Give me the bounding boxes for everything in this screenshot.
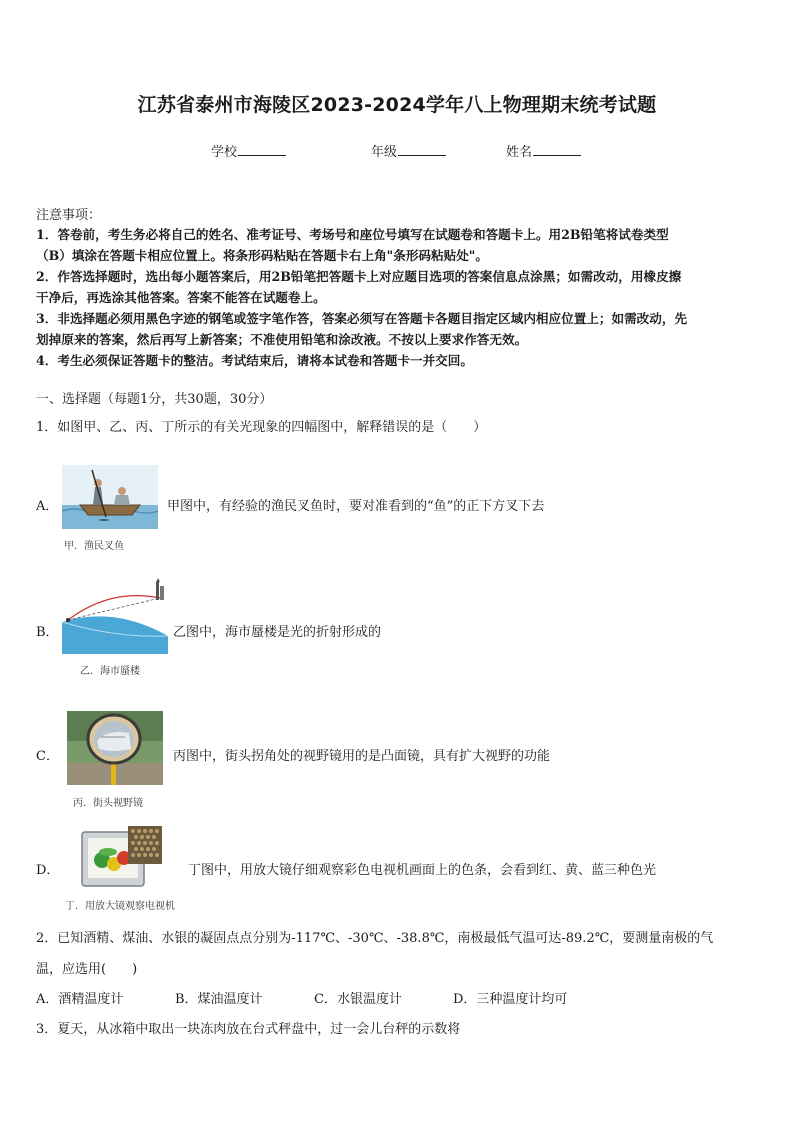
name-label: 姓名 bbox=[506, 145, 533, 160]
grade-field bbox=[371, 141, 446, 160]
school-blank[interactable] bbox=[238, 143, 286, 156]
figure-caption: 丁．用放大镜观察电视机 bbox=[65, 901, 175, 912]
page-title: 江苏省泰州市海陵区2023-2024学年八上物理期末统考试题 bbox=[137, 94, 657, 116]
option-b-letter[interactable]: B． bbox=[36, 625, 59, 640]
note-line: （B）填涂在答题卡相应位置上。将条形码粘贴在答题卡右上角"条形码粘贴处"。 bbox=[36, 248, 488, 263]
note-line: 1．答卷前，考生务必将自己的姓名、准考证号、考场号和座位号填写在试题卷和答题卡上。用2B铅笔将试卷类型 bbox=[36, 227, 669, 242]
q2-option-b[interactable]: B．煤油温度计 bbox=[175, 992, 263, 1007]
figure-caption: 乙．海市蜃楼 bbox=[80, 666, 140, 677]
mirage-figure bbox=[60, 576, 170, 654]
note-line: 干净后，再选涂其他答案。答案不能答在试题卷上。 bbox=[36, 290, 326, 305]
q2-option-c[interactable]: C．水银温度计 bbox=[314, 992, 402, 1007]
school-field bbox=[211, 141, 286, 160]
option-b-text: 乙图中，海市蜃楼是光的折射形成的 bbox=[173, 625, 382, 640]
school-label: 学校 bbox=[211, 145, 238, 160]
mirror-figure bbox=[67, 711, 163, 785]
notes-heading: 注意事项： bbox=[36, 208, 102, 223]
option-c-text: 丙图中，街头拐角处的视野镜用的是凸面镜，具有扩大视野的功能 bbox=[173, 749, 551, 764]
question-2-stem: 2．已知酒精、煤油、水银的凝固点点分别为-117℃、-30℃、-38.8℃，南极最低气温可达-89.2℃，要测量南极的气 bbox=[36, 931, 714, 946]
name-field bbox=[506, 141, 581, 160]
option-d-text: 丁图中，用放大镜仔细观察彩色电视机画面上的色条，会看到红、黄、蓝三种色光 bbox=[188, 863, 657, 878]
mirage-image bbox=[60, 576, 170, 654]
name-blank[interactable] bbox=[533, 143, 581, 156]
q2-option-d[interactable]: D．三种温度计均可 bbox=[453, 992, 568, 1007]
note-line: 2．作答选择题时，选出每小题答案后，用2B铅笔把答题卡上对应题目选项的答案信息点涂黑；如需改动，用橡皮擦 bbox=[36, 269, 682, 284]
grade-label: 年级 bbox=[371, 145, 398, 160]
figure-caption: 丙．街头视野镜 bbox=[73, 798, 143, 809]
question-3-stem: 3．夏天，从冰箱中取出一块冻肉放在台式秤盘中，过一会儿台秤的示数将 bbox=[36, 1022, 461, 1037]
tv-figure bbox=[80, 822, 166, 890]
option-c-letter[interactable]: C． bbox=[36, 749, 59, 764]
question-2-stem-cont: 温，应选用( ) bbox=[36, 962, 138, 977]
section-title: 一、选择题（每题1分，共30题，30分） bbox=[36, 392, 273, 407]
question-1-stem: 1．如图甲、乙、丙、丁所示的有关光现象的四幅图中，解释错误的是（ ） bbox=[36, 420, 487, 435]
note-line: 划掉原来的答案，然后再写上新答案；不准使用铅笔和涂改液。不按以上要求作答无效。 bbox=[36, 332, 528, 347]
note-line: 3．非选择题必须用黑色字迹的钢笔或签字笔作答，答案必须写在答题卡各题目指定区域内相应位置上；如需改动，先 bbox=[36, 311, 688, 326]
fishing-image bbox=[62, 465, 158, 529]
grade-blank[interactable] bbox=[398, 143, 446, 156]
tv-magnifier-image bbox=[80, 822, 166, 890]
note-line: 4．考生必须保证答题卡的整洁。考试结束后，请将本试卷和答题卡一并交回。 bbox=[36, 353, 473, 368]
fishing-figure bbox=[62, 465, 158, 529]
option-d-letter[interactable]: D． bbox=[36, 863, 60, 878]
figure-caption: 甲．渔民叉鱼 bbox=[64, 541, 124, 552]
q2-option-a[interactable]: A．酒精温度计 bbox=[36, 992, 124, 1007]
street-mirror-image bbox=[67, 711, 163, 785]
option-a-text: 甲图中，有经验的渔民叉鱼时，要对准看到的“鱼”的正下方叉下去 bbox=[167, 499, 545, 514]
option-a-letter[interactable]: A． bbox=[36, 499, 59, 514]
